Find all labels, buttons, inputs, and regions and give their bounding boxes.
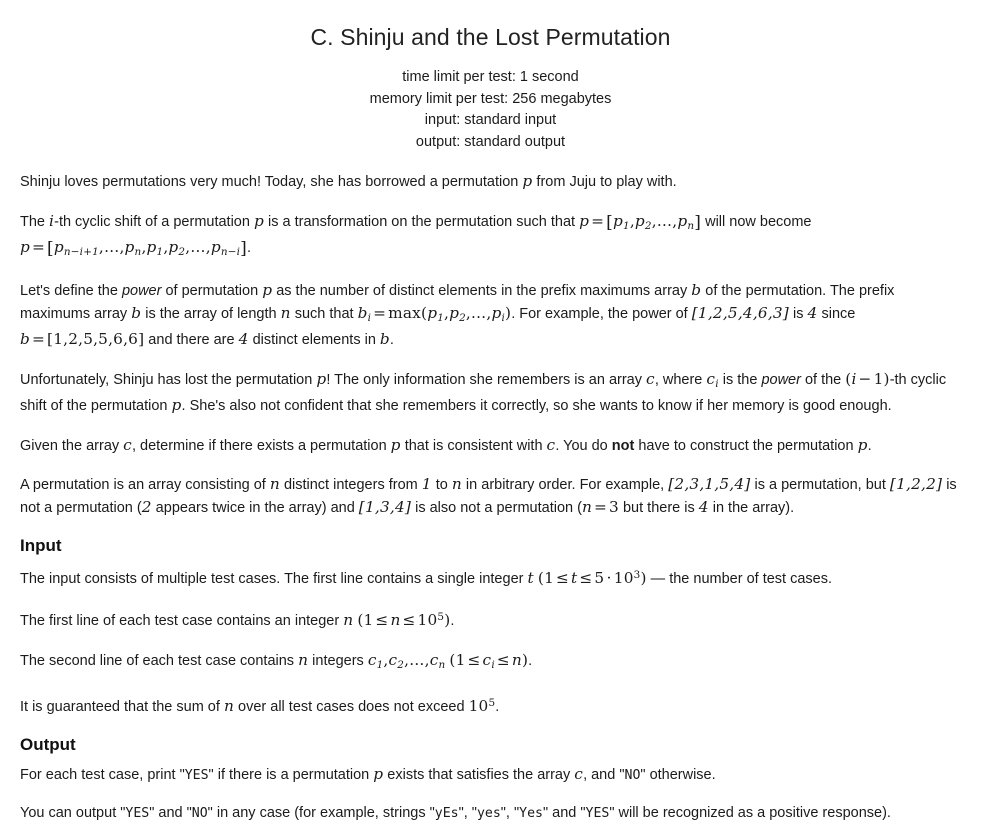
math-c: c xyxy=(123,435,132,454)
paragraph-task: Given the array c, determine if there exists a permutation p that is consistent with c. You do not have to construct the permutation p. xyxy=(20,435,872,454)
math-c: c xyxy=(574,765,584,784)
math-c-array: $c_1,c_2,\dots,c_n$ xyxy=(367,650,446,671)
math-n: n xyxy=(343,611,354,630)
math-ci: $c_i$ xyxy=(706,369,719,390)
emphasis-power: power xyxy=(761,371,801,388)
literal-no: NO xyxy=(191,805,208,821)
section-heading-input: Input xyxy=(20,536,62,556)
paragraph-permutation-definition: A permutation is an array consisting of n distinct integers from 1 to n in arbitrary order. For example, [2,3,1,5,4] is a permutation, but [1,2,2] is not a permutation (2 appears twice in the array) and [1,3,4] is also not a permutation (n = 3 but there is 4 in the array). xyxy=(20,475,957,516)
math-p: p xyxy=(171,396,182,415)
math-four: 4 xyxy=(698,497,709,516)
paragraph-input-sum-guarantee: It is guaranteed that the sum of n over all test cases does not exceed $10^5$. xyxy=(20,696,500,715)
math-b: b xyxy=(131,303,142,322)
literal-yes-variant: Yes xyxy=(519,805,543,821)
math-prefix-max-formula: $b_i$ = $\max(p_1,p_2,\dots,p_i)$ xyxy=(357,303,512,324)
literal-yes: YES xyxy=(184,768,209,784)
page-title: C. Shinju and the Lost Permutation xyxy=(310,24,671,50)
math-b: b xyxy=(691,281,702,300)
math-n-constraint: $(1 \le n \le 10^5)$ xyxy=(357,611,451,630)
emphasis-power: power xyxy=(121,283,162,300)
math-i: i xyxy=(49,211,55,230)
math-p: p xyxy=(522,172,533,190)
math-p: p xyxy=(253,211,264,230)
memory-limit: memory limit per test: 256 megabytes xyxy=(369,90,612,107)
math-ci-constraint: $(1 \le c_i \le n)$ xyxy=(449,650,529,671)
math-t: t xyxy=(527,568,534,587)
math-array-valid: [2,3,1,5,4] xyxy=(668,475,751,494)
math-n: n xyxy=(280,303,291,322)
math-b: b xyxy=(379,330,390,349)
math-four: 4 xyxy=(238,330,249,349)
math-sum-limit: $10^5$ xyxy=(468,696,496,715)
math-example-array: [1,2,5,4,6,3] xyxy=(691,303,789,322)
math-n-equals-three: n = 3 xyxy=(581,497,619,516)
math-permutation-original: $p = [p_1,p_2,\dots,p_n]$ xyxy=(579,211,702,232)
math-c: c xyxy=(546,435,556,454)
math-p: p xyxy=(390,435,401,454)
paragraph-input-array: The second line of each test case contains n integers $c_1,c_2,\dots,c_n$ $(1 \le c_i \le n)$. xyxy=(20,650,533,671)
math-b-equals-array: b = [1,2,5,5,6,6] xyxy=(20,330,145,349)
math-n: n xyxy=(269,475,280,494)
math-p: p xyxy=(857,435,868,454)
literal-yes: YES xyxy=(125,805,150,821)
math-n: n xyxy=(223,696,234,715)
paragraph-lost-permutation: Unfortunately, Shinju has lost the permutation p! The only information she remembers is an array c, where $c_i$ is the power of the (i − 1)-th cyclic shift of the permutation p. She's also not confident that she remembers it correctly, so she wants to know if her memory is good enough. xyxy=(20,369,947,415)
time-limit: time limit per test: 1 second xyxy=(402,69,579,85)
output-mode: output: standard output xyxy=(415,133,566,150)
paragraph-output-format: For each test case, print "YES" if there is a permutation p exists that satisfies the array c, and "NO" otherwise. xyxy=(20,765,716,784)
statement-body xyxy=(20,171,961,824)
math-c: c xyxy=(646,369,655,388)
paragraph-power-definition: Let's define the power of permutation p as the number of distinct elements in the prefix maximums array b of the permutation. The prefix maximums array b is the array of length n such that $b_i$ = $\max(p_1,p_2,\dots,p_i)$. For example, the power of [1,2,5,4,6,3] is 4 since b = [1,2,5,5,6,6] and there are 4 distinct elements in b. xyxy=(20,281,895,349)
input-mode: input: standard input xyxy=(424,112,557,128)
math-array-invalid-dup: [1,2,2] xyxy=(889,475,943,494)
math-permutation-shifted: $p = [p_{n-i+1},\dots,p_n,p_1,p_2,\dots,p_{n-i}]$ xyxy=(20,237,247,259)
math-t-constraint: $(1 \le t \le 5 \cdot 10^3)$ xyxy=(537,568,647,587)
math-two: 2 xyxy=(141,497,152,516)
math-one: 1 xyxy=(421,475,432,494)
paragraph-input-testcases: The input consists of multiple test cases. The first line contains a single integer t $(1 \le t \le 5 \cdot 10^3)$ — the number of test cases. xyxy=(20,568,833,587)
math-array-invalid-range: [1,3,4] xyxy=(358,497,412,516)
paragraph-cyclic-shift: The i-th cyclic shift of a permutation p is a transformation on the permutation such that $p = [p_1,p_2,\dots,p_n]$ will now become $p = [p_{n-i+1},\dots,p_n,p_1,p_2,\dots,p_{n-i}]$. xyxy=(20,211,812,259)
math-p: p xyxy=(373,765,384,784)
literal-yes-variant: yEs xyxy=(434,805,459,821)
paragraph-output-case-insensitive: You can output "YES" and "NO" in any case (for example, strings "yEs", "yes", "Yes" and "YES" will be recognized as a positive response). xyxy=(20,804,891,821)
literal-yes-variant: yes xyxy=(476,805,501,821)
math-four: 4 xyxy=(807,303,818,322)
section-heading-output: Output xyxy=(20,735,76,755)
math-p: p xyxy=(262,281,273,300)
problem-limits xyxy=(20,67,961,153)
math-n: n xyxy=(451,475,462,494)
paragraph-intro: Shinju loves permutations very much! Today, she has borrowed a permutation p from Juju to play with. xyxy=(20,172,677,190)
math-i-minus-one: (i − 1) xyxy=(845,369,890,388)
literal-no: NO xyxy=(624,768,641,784)
literal-yes-variant: YES xyxy=(585,805,610,821)
paragraph-input-n: The first line of each test case contains an integer n $(1 \le n \le 10^5)$. xyxy=(20,611,455,630)
math-p: p xyxy=(316,369,327,388)
math-n: n xyxy=(298,650,309,669)
emphasis-not: not xyxy=(611,437,635,454)
